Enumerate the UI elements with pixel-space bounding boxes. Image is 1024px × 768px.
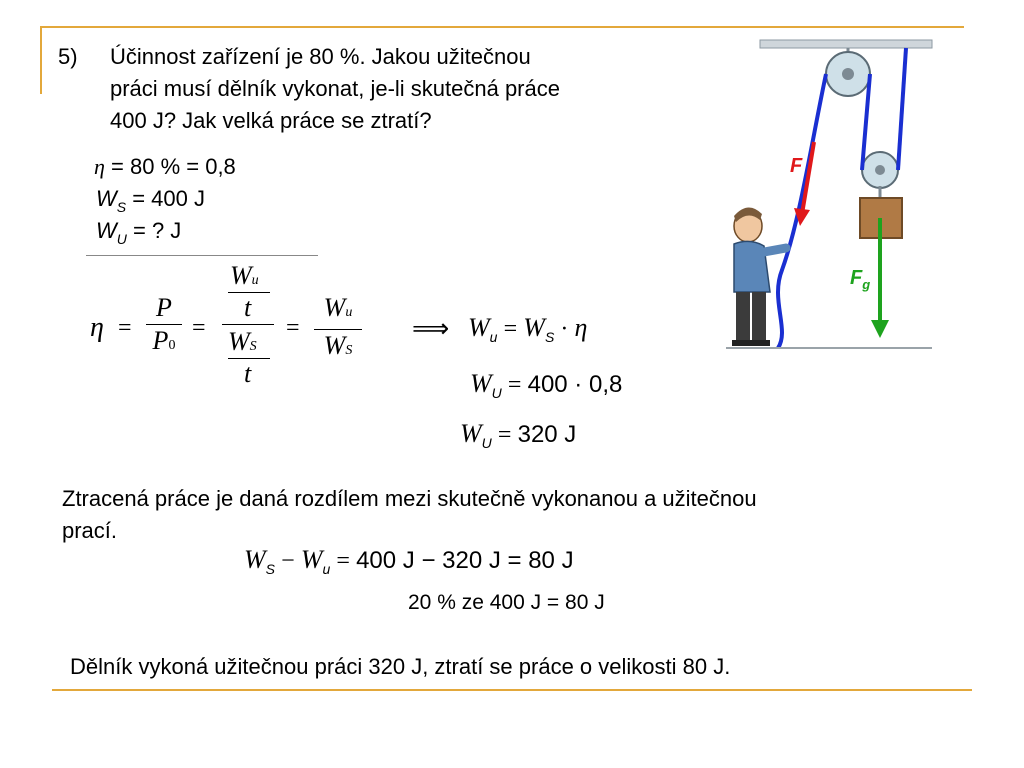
given-ws xyxy=(96,184,205,216)
wu-symbol: W xyxy=(96,218,117,243)
result-line xyxy=(460,420,576,451)
calculation-line xyxy=(470,370,622,401)
s-subscript: S xyxy=(544,329,555,345)
u-subscript: u xyxy=(489,329,498,345)
gravity-arrowhead xyxy=(871,320,889,338)
fraction-wu-over-ws xyxy=(314,294,362,365)
fraction-numerator-wu xyxy=(324,294,353,327)
gravity-label-symbol: F xyxy=(850,267,863,289)
s-subscript: S xyxy=(249,339,257,354)
problem-line-3: 400 J? Jak velká práce se ztratí? xyxy=(110,108,432,133)
formula-eta: η xyxy=(90,312,104,343)
bottom-rule xyxy=(52,689,972,691)
w-symbol: W xyxy=(300,545,323,574)
fraction-bar xyxy=(314,329,362,330)
eta-symbol: η xyxy=(574,313,588,342)
s-subscript: S xyxy=(345,343,353,358)
w-symbol: W xyxy=(244,545,266,574)
u-subscript: u xyxy=(322,561,331,577)
loss-equation xyxy=(244,546,574,577)
equals-sign: = xyxy=(336,548,350,574)
conclusion: Dělník vykoná užitečnou práci 320 J, ztratí se práce o velikosti 80 J. xyxy=(70,654,731,679)
problem-line-2: práci musí dělník vykonat, je-li skutečná práce xyxy=(110,76,560,101)
compound-fraction xyxy=(222,262,274,394)
ws-symbol: W xyxy=(96,186,117,211)
problem-line-1: Účinnost zařízení je 80 %. Jakou užitečnou xyxy=(110,44,531,69)
force-label: F xyxy=(790,155,803,177)
problem-number: 5) xyxy=(58,44,78,69)
compound-top-t: t xyxy=(244,293,252,322)
compound-main-bar xyxy=(222,324,274,325)
rope-segment xyxy=(898,48,906,170)
w-symbol: W xyxy=(468,313,490,342)
implies-arrow: ⟹ xyxy=(412,313,450,343)
loss-equation-value: 400 J − 320 J = 80 J xyxy=(356,547,574,574)
fraction-numerator-p: P xyxy=(156,293,172,322)
compound-bottom-t: t xyxy=(244,359,252,388)
result-value: 320 J xyxy=(517,421,577,448)
equals-sign: = xyxy=(507,372,522,398)
compound-top-w xyxy=(230,262,259,295)
formula-equals-1: = xyxy=(118,315,132,341)
equals-sign: = xyxy=(503,316,518,342)
left-rule xyxy=(40,26,42,94)
given-wu xyxy=(96,216,181,248)
ws-subscript: S xyxy=(116,199,127,215)
wu-subscript: U xyxy=(116,231,127,247)
loss-text-line-1: Ztracená práce je daná rozdílem mezi skutečně vykonanou a užitečnou xyxy=(62,486,757,511)
u-subscript: u xyxy=(345,305,353,320)
pulley-illustration xyxy=(720,30,940,360)
w-symbol: W xyxy=(230,261,252,290)
w-symbol: W xyxy=(323,331,346,360)
wu-value: = ? J xyxy=(126,218,182,243)
result-formula xyxy=(468,314,587,345)
minus-sign: − xyxy=(281,548,295,574)
given-divider xyxy=(86,255,318,256)
upper-pulley-axle xyxy=(842,68,854,80)
s-subscript: S xyxy=(265,561,276,577)
u-subscript: U xyxy=(481,435,492,451)
fraction-denominator-p0 xyxy=(153,327,176,360)
given-eta xyxy=(94,152,236,182)
compound-bottom-w xyxy=(228,328,257,361)
gravity-label-subscript: g xyxy=(862,277,871,292)
lower-pulley-axle xyxy=(875,165,885,175)
loss-percent: 20 % ze 400 J = 80 J xyxy=(408,591,605,614)
formula-equals-2: = xyxy=(192,315,206,341)
w-symbol: W xyxy=(523,313,545,342)
w-symbol: W xyxy=(323,293,346,322)
dot-operator: · xyxy=(560,316,569,342)
formula-equals-3: = xyxy=(286,315,300,341)
equals-sign: = xyxy=(497,422,512,448)
fraction-bar xyxy=(146,324,182,325)
calculation-value: 400 · 0,8 xyxy=(527,371,623,398)
ceiling-beam xyxy=(760,40,932,48)
p0-subscript: 0 xyxy=(168,338,176,353)
w-symbol: W xyxy=(228,327,250,356)
fraction-denominator-ws xyxy=(324,332,353,365)
p0-symbol: P xyxy=(152,326,169,355)
u-subscript: u xyxy=(251,273,259,288)
fraction-p-over-p0 xyxy=(146,294,182,360)
u-subscript: U xyxy=(491,385,502,401)
gravity-label xyxy=(850,267,870,292)
w-symbol: W xyxy=(460,419,482,448)
top-rule xyxy=(40,26,964,28)
ws-value: = 400 J xyxy=(126,186,205,211)
eta-symbol: η xyxy=(94,154,105,179)
eta-value: = 80 % = 0,8 xyxy=(104,154,236,179)
w-symbol: W xyxy=(470,369,492,398)
loss-text-line-2: prací. xyxy=(62,518,118,543)
